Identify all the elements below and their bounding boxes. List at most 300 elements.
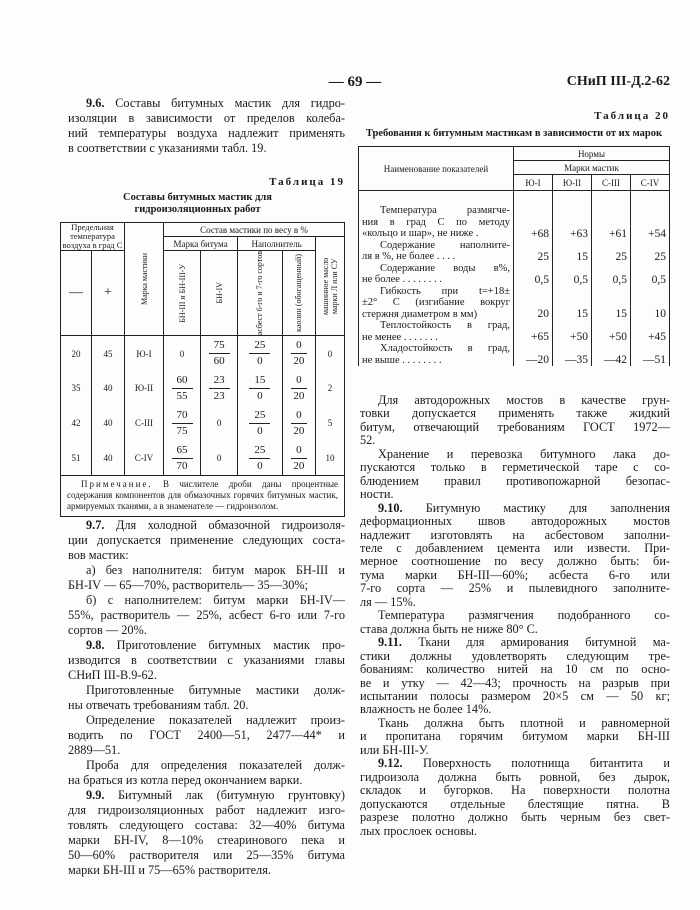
paragraph — [360, 448, 670, 502]
numerator: 25 — [249, 408, 270, 424]
line-text: Поверхность полотнища битантита и — [422, 756, 670, 771]
cell-mark — [125, 441, 164, 476]
text-line — [360, 515, 670, 528]
norm-value: —42 — [592, 343, 631, 366]
cell-minus — [61, 336, 92, 371]
cell-minus — [61, 371, 92, 406]
denominator: 60 — [213, 355, 225, 368]
header-norms: Нормы — [514, 147, 670, 161]
fraction — [249, 373, 270, 404]
text-line — [360, 582, 670, 595]
table-19-caption: Таблица 19 — [269, 176, 345, 188]
norm-value: 25 — [514, 240, 553, 263]
section-number: 9.7. — [86, 518, 105, 532]
line-text: битум, отвечающий требованиям ГОСТ 1972— — [360, 419, 670, 434]
text-line — [360, 771, 670, 784]
denominator: 20 — [293, 424, 305, 437]
value: 20 — [71, 348, 81, 359]
numerator: 60 — [172, 373, 193, 389]
cell-plus — [92, 406, 125, 441]
header-minus: — — [61, 251, 92, 336]
denominator: 0 — [257, 424, 263, 437]
text-line — [360, 542, 670, 555]
denominator: 20 — [293, 459, 305, 472]
value: 2 — [327, 383, 333, 394]
cell-bn3 — [164, 406, 201, 441]
text-line — [68, 818, 345, 833]
fraction — [209, 373, 230, 404]
norm-value: 0,5 — [514, 263, 553, 286]
text-line — [360, 650, 670, 663]
line-text: Приготовление битумных мастик про- — [116, 638, 345, 652]
line-text: теле с добавлением цемента или извести. При- — [360, 540, 670, 555]
cell-bn3 — [164, 371, 201, 406]
line-text: сортов — 20%. — [68, 623, 147, 637]
left-column-bottom-text — [68, 518, 345, 878]
value: 40 — [103, 418, 113, 429]
right-column-text — [360, 394, 670, 838]
header-bn3: БН-III и БН-III-У — [164, 251, 201, 336]
section-number: 9.9. — [86, 788, 105, 802]
value: 5 — [327, 418, 333, 429]
fraction — [291, 443, 307, 474]
line-text: водить по ГОСТ 2400—51, 2477—44* и — [68, 728, 345, 742]
cell-oil — [316, 406, 345, 441]
text-line — [360, 475, 670, 488]
line-text: б) с наполнителем: битум марки БН-IV— — [86, 593, 345, 607]
text-line — [360, 434, 670, 447]
name-line: Содержание наполните- — [380, 239, 510, 251]
line-text: в соответствии с указаниями табл. 19. — [68, 141, 267, 155]
paragraph — [68, 563, 345, 593]
cell-kaolin — [282, 371, 315, 406]
fraction — [209, 338, 230, 369]
header-brand: Ю-I — [514, 175, 553, 191]
numerator: 0 — [291, 408, 307, 424]
text-line — [360, 394, 670, 407]
norm-value: +45 — [631, 320, 670, 343]
denominator: 55 — [176, 389, 188, 402]
fraction — [172, 443, 193, 474]
text-line — [68, 126, 345, 141]
indicator-name — [359, 263, 514, 286]
paragraph — [360, 757, 670, 838]
value: Ю-II — [134, 383, 154, 394]
table-20-title: Требования к битумным мастикам в зависимости от их марок — [365, 128, 663, 139]
header-mark: Марка мастики — [125, 223, 164, 336]
value: С-IV — [134, 453, 154, 464]
cell-plus — [92, 336, 125, 371]
text-line — [360, 569, 670, 582]
paragraph — [360, 502, 670, 610]
text-line — [360, 798, 670, 811]
left-column-top-text — [68, 96, 345, 156]
cell-bn3 — [164, 441, 201, 476]
denominator: 70 — [176, 459, 188, 472]
line-text: товки допускается применять также жидкий — [360, 406, 670, 421]
text-line — [68, 608, 345, 623]
numerator: 0 — [291, 443, 307, 459]
text-line — [360, 488, 670, 501]
text-line — [360, 825, 670, 838]
paragraph — [68, 518, 345, 563]
text-line — [68, 773, 345, 788]
table-row — [359, 240, 670, 263]
norm-value: 10 — [631, 286, 670, 321]
line-text: Битумную мастику для заполнения — [425, 500, 670, 515]
text-line — [68, 653, 345, 668]
paragraph — [68, 713, 345, 758]
text-line — [68, 683, 345, 698]
numerator: 75 — [209, 338, 230, 354]
norm-value: 25 — [631, 240, 670, 263]
cell-kaolin — [282, 406, 315, 441]
text-line — [360, 555, 670, 568]
text-line — [68, 578, 345, 593]
line-text: БН-IV — 65—70%, растворитель— 35—30%; — [68, 578, 309, 592]
text-line — [68, 111, 345, 126]
line-text: марки БН-III и 75—65% растворителя. — [68, 863, 271, 877]
paragraph — [360, 394, 670, 448]
fraction — [172, 373, 193, 404]
table-row — [359, 286, 670, 321]
value: Ю-I — [136, 348, 152, 359]
text-line — [68, 548, 345, 563]
line-text: ции допускается применение следующих соста- — [68, 533, 345, 547]
indicator-name — [359, 191, 514, 240]
cell-mark — [125, 406, 164, 441]
text-line — [360, 623, 670, 636]
line-text: пускаются только в герметической таре с со- — [360, 460, 670, 475]
line-text: ний температуры воздуха надлежит применять — [68, 126, 345, 140]
paragraph — [68, 593, 345, 638]
text-line — [360, 703, 670, 716]
cell-minus — [61, 406, 92, 441]
norm-value: 0,5 — [592, 263, 631, 286]
line-text: блюдением правил противопожарной безопас- — [360, 473, 670, 488]
norm-value: +61 — [592, 191, 631, 240]
norm-value: 0,5 — [553, 263, 592, 286]
text-line — [360, 744, 670, 757]
text-line — [68, 96, 345, 111]
table-row — [61, 406, 345, 441]
name-line: не менее . . . . . . . — [362, 331, 438, 343]
line-text: ля — 15%. — [360, 594, 416, 609]
header-oil: машинное масло марки Л или СУ — [316, 237, 345, 336]
cell-plus — [92, 441, 125, 476]
cell-asbest — [238, 406, 282, 441]
section-number: 9.10. — [378, 500, 403, 515]
norm-value: +54 — [631, 191, 670, 240]
section-number: 9.11. — [378, 635, 402, 650]
header-composition: Состав мастики по весу в % — [164, 223, 345, 237]
line-text: Составы битумных мастик для гидро- — [115, 96, 345, 110]
line-text: на браться из котла перед окончанием варки. — [68, 773, 303, 787]
line-text: изоляции в зависимости от пределов колеба- — [68, 111, 345, 125]
line-text: ве и утку — 42—43; прочность на разрыв при — [360, 675, 670, 690]
value: 51 — [71, 453, 81, 464]
line-text: Для автодорожных мостов в качестве грун- — [378, 393, 670, 407]
line-text: изводится в соответствии с указаниями главы — [68, 653, 345, 667]
cell-bn4 — [201, 441, 238, 476]
value: 0 — [216, 453, 222, 464]
norm-value: 15 — [553, 240, 592, 263]
norm-value: 20 — [514, 286, 553, 321]
line-text: допускаются отдельные блестящие пятна. В — [360, 796, 670, 811]
fraction — [249, 338, 270, 369]
name-line: Теплостойкость в град, — [380, 320, 510, 331]
text-line — [68, 803, 345, 818]
cell-bn3 — [164, 336, 201, 371]
value: 40 — [103, 383, 113, 394]
paragraph — [360, 636, 670, 717]
cell-kaolin — [282, 336, 315, 371]
line-text: складок и бугорков. На поверхности полотна — [360, 783, 670, 798]
value: 0 — [179, 348, 185, 359]
cell-oil — [316, 441, 345, 476]
text-line — [360, 717, 670, 730]
value: 35 — [71, 383, 81, 394]
line-text: Для холодной обмазочной гидроизоля- — [116, 518, 345, 532]
text-line — [68, 668, 345, 683]
paragraph — [360, 717, 670, 757]
text-line — [68, 713, 345, 728]
value: 42 — [71, 418, 81, 429]
cell-oil — [316, 336, 345, 371]
table-19-note: Примечание. В числителе дроби даны процентные содержания компонентов для обмазочных горячих битумных мастик, армируемых тканями, а в знаменателе — гидроизолом. — [61, 476, 345, 517]
text-line — [68, 563, 345, 578]
text-line — [68, 533, 345, 548]
cell-asbest — [238, 336, 282, 371]
numerator: 0 — [291, 338, 307, 354]
name-line: Температура размягче- — [380, 205, 510, 216]
norm-value: 0,5 — [631, 263, 670, 286]
line-text: а) без наполнителя: битум марок БН-III и — [86, 563, 345, 577]
indicator-name — [359, 320, 514, 343]
cell-oil — [316, 371, 345, 406]
table-row — [359, 263, 670, 286]
indicator-name — [359, 240, 514, 263]
fraction — [291, 408, 307, 439]
line-text: гидроизола должна быть ровной, без дырок, — [360, 769, 670, 784]
table-20 — [358, 146, 670, 366]
paragraph — [68, 638, 345, 683]
norm-value: +63 — [553, 191, 592, 240]
value: 45 — [103, 348, 113, 359]
numerator: 23 — [209, 373, 230, 389]
cell-bn4 — [201, 406, 238, 441]
name-line: не выше . . . . . . . . — [362, 354, 442, 366]
value: 0 — [216, 418, 222, 429]
line-text: надлежит изготовлять на асбестовом заполни- — [360, 527, 670, 542]
name-line: ля в %, не более . . . . — [362, 251, 456, 262]
text-line — [360, 529, 670, 542]
text-line — [360, 502, 670, 515]
text-line — [68, 788, 345, 803]
header-bitumen-brand: Марка битума — [164, 237, 238, 251]
norm-value: —51 — [631, 343, 670, 366]
cell-bn4 — [201, 336, 238, 371]
paragraph — [68, 758, 345, 788]
text-line — [360, 730, 670, 743]
line-text: става должна быть не ниже 80° С. — [360, 621, 538, 636]
norm-value: +68 — [514, 191, 553, 240]
line-text: ности. — [360, 487, 394, 502]
line-text: стики должны удовлетворять следующим тре- — [360, 648, 670, 663]
text-line — [68, 728, 345, 743]
line-text: Определение показателей надлежит произ- — [86, 713, 345, 727]
fraction — [249, 408, 270, 439]
header-asbest: асбест 6-го и 7-го сортов — [238, 251, 282, 336]
line-text: марки БН-IV, 8—10% стеаринового пека и — [68, 833, 345, 847]
line-text: 7-го сорта — 25% и пылевидного заполните- — [360, 581, 670, 596]
fraction — [172, 408, 193, 439]
cell-mark — [125, 336, 164, 371]
paragraph — [68, 96, 345, 156]
norm-value: 15 — [592, 286, 631, 321]
text-line — [360, 757, 670, 770]
cell-bn4 — [201, 371, 238, 406]
line-text: Ткани для армирования битумной ма- — [418, 635, 670, 650]
denominator: 0 — [257, 459, 263, 472]
line-text: Приготовленные битумные мастики долж- — [86, 683, 345, 697]
denominator: 0 — [257, 389, 263, 402]
section-number: 9.12. — [378, 756, 403, 771]
table-row — [359, 191, 670, 240]
text-line — [68, 698, 345, 713]
text-line — [68, 743, 345, 758]
name-line: Гибкость при t=+18± — [380, 285, 510, 297]
line-text: вов мастик: — [68, 548, 129, 562]
text-line — [360, 663, 670, 676]
value: 40 — [103, 453, 113, 464]
value: С-III — [135, 418, 153, 429]
numerator: 65 — [172, 443, 193, 459]
line-text: Температура размягчения подобранного со- — [378, 608, 670, 623]
text-line — [360, 811, 670, 824]
line-text: Ткань должна быть плотной и равномерной — [378, 715, 670, 730]
cell-asbest — [238, 441, 282, 476]
denominator: 20 — [293, 355, 305, 368]
line-text: или БН-III-У. — [360, 742, 429, 757]
norm-value: +50 — [592, 320, 631, 343]
text-line — [68, 593, 345, 608]
denominator: 75 — [176, 424, 188, 437]
line-text: влажность не более 14%. — [360, 702, 492, 717]
text-line — [360, 690, 670, 703]
indicator-name — [359, 343, 514, 366]
line-text: 50—60% растворителя или 25—35% битума — [68, 848, 345, 862]
norm-value: 25 — [592, 240, 631, 263]
section-number: 9.8. — [86, 638, 105, 652]
name-line: не более . . . . . . . . — [362, 274, 442, 285]
header-indicator-name: Наименование показателей — [359, 147, 514, 191]
text-line — [360, 784, 670, 797]
line-text: 2889—51. — [68, 743, 121, 757]
line-text: ны отвечать требованиям табл. 20. — [68, 698, 249, 712]
denominator: 23 — [213, 389, 225, 402]
norm-value: +50 — [553, 320, 592, 343]
line-text: для гидроизоляционных работ надлежит изго- — [68, 803, 345, 817]
table-19-title: Составы битумных мастик для гидроизоляционных работ — [123, 192, 272, 215]
table-row — [61, 336, 345, 371]
name-line: стержня диаметром в мм) — [362, 308, 478, 320]
numerator: 15 — [249, 373, 270, 389]
table-row — [359, 320, 670, 343]
section-number: 9.6. — [86, 96, 105, 110]
line-text: тума марки БН-III—60%; асбеста 6-го или — [360, 567, 670, 582]
numerator: 25 — [249, 338, 270, 354]
line-text: Битумный лак (битумную грунтовку) — [117, 788, 345, 802]
name-line: «кольцо и шар», не ниже . — [362, 228, 479, 239]
fraction — [291, 338, 307, 369]
line-text: Проба для определения показателей долж- — [86, 758, 345, 772]
norm-value: —35 — [553, 343, 592, 366]
name-line: ния в град С по методу — [362, 216, 510, 228]
text-line — [68, 638, 345, 653]
line-text: деформационных швов автодорожных мостов — [360, 514, 670, 529]
text-line — [68, 518, 345, 533]
line-text: мерное соотношение по весу должно быть: би- — [360, 554, 670, 569]
table-20-block — [358, 110, 670, 366]
line-text: бованиям: количество нитей на 10 см по осно- — [360, 662, 670, 677]
fraction — [249, 443, 270, 474]
paragraph — [360, 609, 670, 636]
table-20-caption: Таблица 20 — [594, 110, 670, 122]
header-kaolin: каолин (обогащенный) — [282, 251, 315, 336]
text-line — [68, 833, 345, 848]
table-19 — [60, 222, 345, 517]
table-19-block — [60, 176, 345, 517]
line-text: товлять следующего состава: 32—40% битума — [68, 818, 345, 832]
value: 10 — [325, 453, 335, 464]
header-brand: С-III — [592, 175, 631, 191]
header-filler: Наполнитель — [238, 237, 316, 251]
page-number: — 69 — — [328, 74, 382, 90]
paragraph — [68, 788, 345, 878]
line-text: 55%, растворитель — 25%, асбест 6-го или 7-го — [68, 608, 345, 622]
cell-asbest — [238, 371, 282, 406]
table-row — [61, 441, 345, 476]
document-code: СНиП III-Д.2-62 — [566, 74, 670, 89]
line-text: Хранение и перевозка битумного лака до- — [378, 446, 670, 461]
numerator: 0 — [291, 373, 307, 389]
fraction — [291, 373, 307, 404]
denominator: 20 — [293, 389, 305, 402]
denominator: 0 — [257, 355, 263, 368]
cell-minus — [61, 441, 92, 476]
header-temperature: Предельная температура воздуха в град С — [61, 223, 125, 251]
line-text: испытании полосы размером 20×5 см — 50 кг; — [360, 688, 670, 703]
text-line — [68, 863, 345, 878]
name-line: Содержание воды в%, — [380, 262, 510, 274]
text-line — [360, 461, 670, 474]
name-line: ±2° С (изгибание вокруг — [362, 297, 510, 308]
cell-plus — [92, 371, 125, 406]
header-brand: С-IV — [631, 175, 670, 191]
text-line — [360, 596, 670, 609]
norm-value: +65 — [514, 320, 553, 343]
value: 0 — [327, 348, 333, 359]
header-brand: Ю-II — [553, 175, 592, 191]
text-line — [68, 623, 345, 638]
text-line — [360, 677, 670, 690]
text-line — [360, 407, 670, 420]
text-line — [68, 758, 345, 773]
line-text: и пропитана горячим битумом марки БН-III — [360, 729, 670, 744]
text-line — [68, 141, 345, 156]
line-text: лых прослоек основы. — [360, 823, 477, 838]
